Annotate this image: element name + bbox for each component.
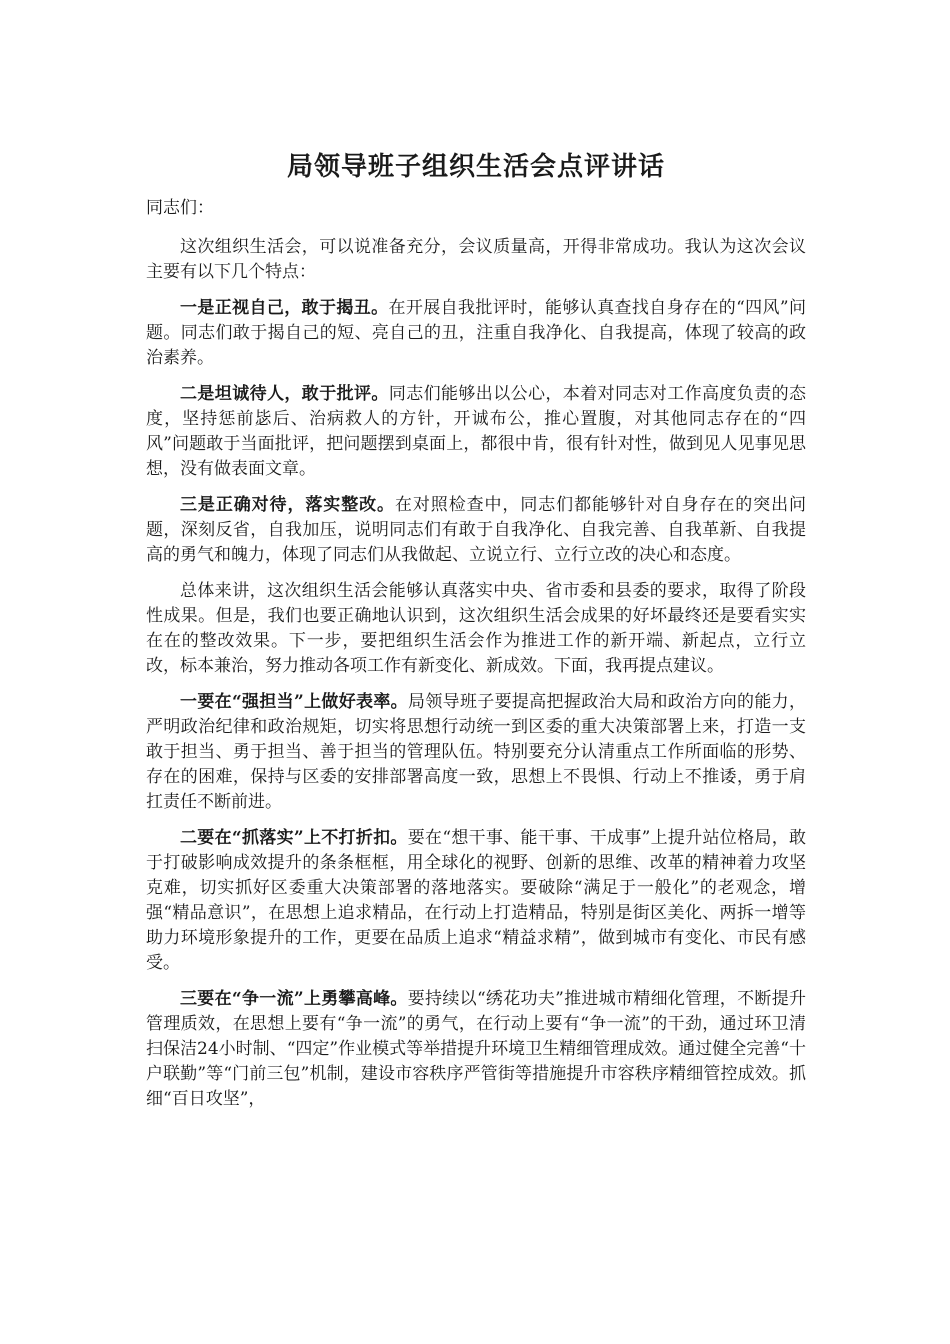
paragraph-lead: 二是坦诚待人，敢于批评。	[180, 384, 389, 404]
paragraph-text: 总体来讲，这次组织生活会能够认真落实中央、省市委和县委的要求，取得了阶段性成果。但是，我们也要正确地认识到，这次组织生活会成果的好坏最终还是要看实实在在的整改效果。下一步，要把组织生活会作为推进工作的新开端、新起点，立行立改，标本兼治，努力推动各项工作有新变化、新成效。下面，我再提点建议。	[146, 581, 806, 676]
paragraph-text: 这次组织生活会，可以说准备充分，会议质量高，开得非常成功。我认为这次会议主要有以下几个特点：	[146, 237, 806, 282]
paragraph-lead: 一是正视自己，敢于揭丑。	[180, 298, 389, 318]
paragraph-feature-1	[146, 296, 806, 371]
paragraph-text: 要持续以“绣花功夫”推进城市精细化管理，不断提升管理质效，在思想上要有“争一流”的勇气，在行动上要有“争一流”的干劲，通过环卫清扫保洁24小时制、“四定”作业模式等举措提升环境卫生精细管理成效。通过健全完善“十户联勤”等“门前三包”机制，建设市容秩序严管街等措施提升市容秩序精细管控成效。抓细“百日攻坚”，	[146, 989, 806, 1109]
document-title: 局领导班子组织生活会点评讲话	[286, 152, 665, 182]
paragraph-text: 要在“想干事、能干事、干成事”上提升站位格局，敢于打破影响成效提升的条条框框，用全球化的视野、创新的思维、改革的精神着力攻坚克难，切实抓好区委重大决策部署的落地落实。要破除“满足于一般化”的老观念，增强“精品意识”，在思想上追求精品，在行动上打造精品，特别是街区美化、两拆一增等助力环境形象提升的工作，更要在品质上追求“精益求精”，做到城市有变化、市民有感受。	[146, 828, 806, 973]
paragraph-feature-2	[146, 382, 806, 482]
paragraph-text: 在对照检查中，同志们都能够针对自身存在的突出问题，深刻反省，自我加压，说明同志们有敢于自我净化、自我完善、自我革新、自我提高的勇气和魄力，体现了同志们从我做起、立说立行、立行立改的决心和态度。	[146, 495, 807, 565]
paragraph-lead: 三是正确对待，落实整改。	[180, 495, 395, 515]
paragraph-lead: 三要在“争一流”上勇攀高峰。	[180, 989, 408, 1009]
paragraph-feature-3	[146, 493, 806, 568]
paragraph-suggestion-1	[146, 690, 806, 815]
paragraph-suggestion-2	[146, 826, 806, 976]
paragraph-text: 同志们能够出以公心，本着对同志对工作高度负责的态度，坚持惩前毖后、治病救人的方针，开诚布公，推心置腹，对其他同志存在的“四风”问题敢于当面批评，把问题摆到桌面上，都很中肯，很有针对性，做到见人见事见思想，没有做表面文章。	[146, 384, 807, 479]
salutation: 同志们：	[146, 198, 214, 218]
paragraph-lead: 二要在“抓落实”上不打折扣。	[180, 828, 408, 848]
paragraph-lead: 一要在“强担当”上做好表率。	[180, 692, 409, 712]
paragraph-intro	[146, 235, 806, 285]
paragraph-text: 在开展自我批评时，能够认真查找自身存在的“四风”问题。同志们敢于揭自己的短、亮自己的丑，注重自我净化、自我提高，体现了较高的政治素养。	[146, 298, 807, 368]
paragraph-suggestion-3	[146, 987, 806, 1112]
paragraph-summary	[146, 579, 806, 679]
document-page	[146, 150, 806, 1123]
paragraph-text: 局领导班子要提高把握政治大局和政治方向的能力，严明政治纪律和政治规矩，切实将思想行动统一到区委的重大决策部署上来，打造一支敢于担当、勇于担当、善于担当的管理队伍。特别要充分认清重点工作所面临的形势、存在的困难，保持与区委的安排部署高度一致，思想上不畏惧、行动上不推诿，勇于肩扛责任不断前进。	[146, 692, 807, 812]
